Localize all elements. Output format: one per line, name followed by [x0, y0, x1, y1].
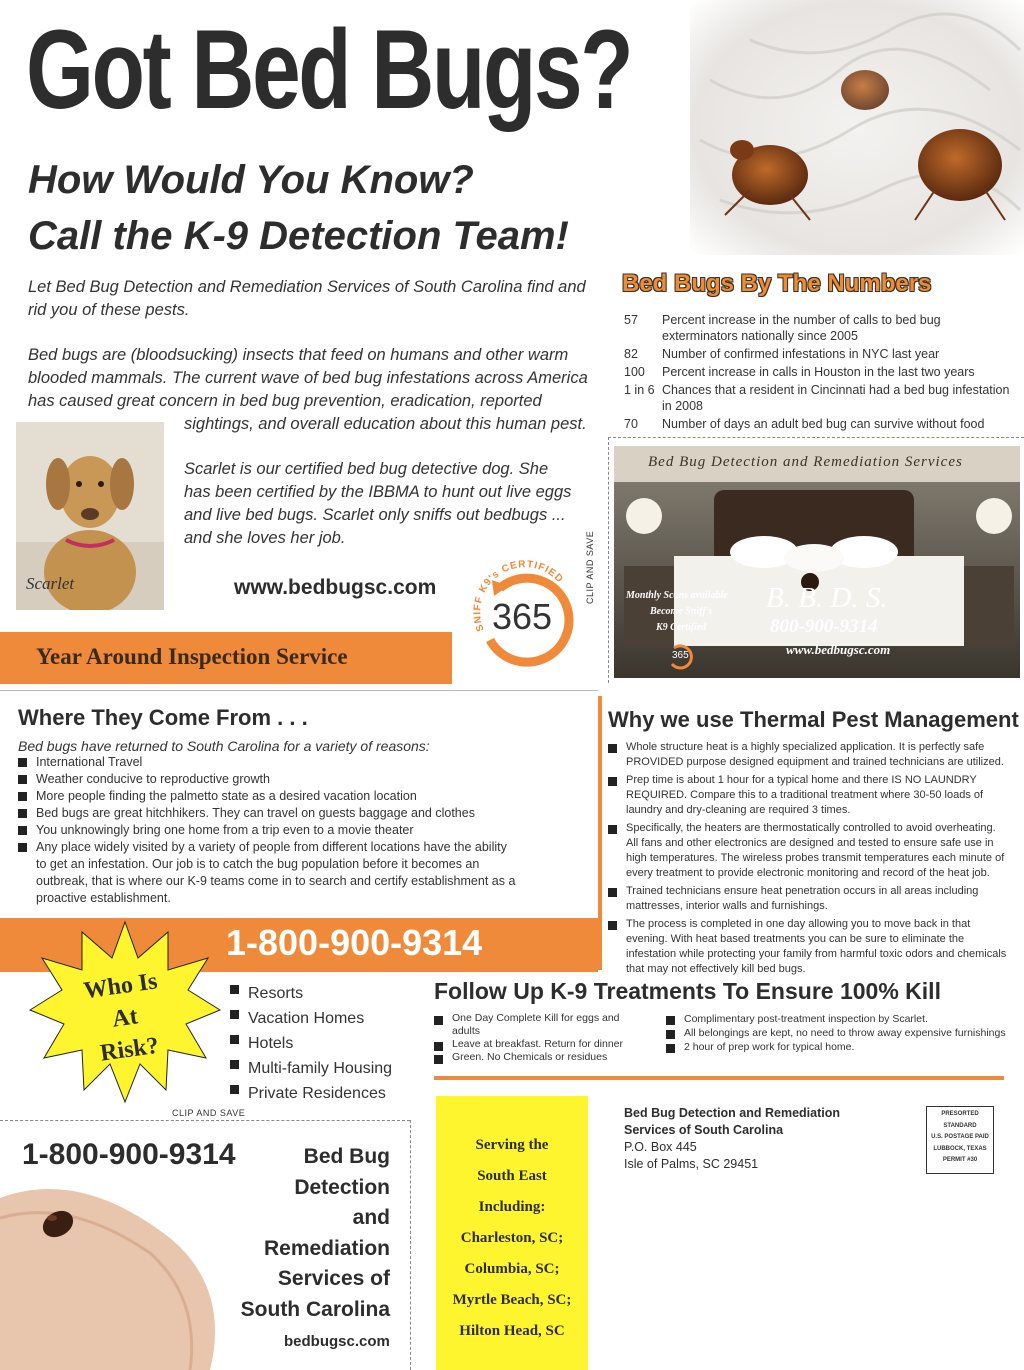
card-clip-label: CLIP AND SAVE	[172, 1108, 246, 1118]
thermal-list-item: The process is completed in one day allowing you to move back in that evening. With heat based treatments you can be sure to eliminate the infestation while protecting your family from harmful toxic odors and chemicals that may not effectively kill bed bugs.	[608, 917, 1008, 977]
coupon-initials: B. B. D. S.	[766, 582, 888, 614]
where-heading: Where They Come From . . .	[18, 705, 308, 730]
year-around-banner	[0, 632, 452, 684]
coupon-365-badge	[666, 642, 696, 670]
postage-line: U.S. POSTAGE PAID	[931, 1134, 989, 1140]
serving-line: Columbia, SC;	[464, 1261, 560, 1277]
card-cut-line-top	[0, 1120, 410, 1121]
followup-item: Complimentary post-treatment inspection by Scarlet.	[666, 1012, 1016, 1026]
numbers-table	[624, 312, 1014, 434]
section-divider	[0, 690, 598, 691]
numbers-value: 100	[624, 365, 645, 379]
serving-line: Charleston, SC;	[460, 1230, 564, 1246]
where-list	[18, 754, 518, 907]
where-list-item: Bed bugs are great hitchhikers. They can travel on guests baggage and clothes	[18, 805, 518, 822]
mailer-address	[624, 1105, 840, 1173]
where-intro: Bed bugs have returned to South Carolina for a variety of reasons:	[18, 738, 430, 754]
followup-right-list	[666, 1012, 1016, 1054]
thermal-list-item: Prep time is about 1 hour for a typical home and there IS NO LAUNDRY REQUIRED. Compare this to a traditional treatment where 30-50 loads of laundry and dry-cleaning are required 3 times.	[608, 773, 1008, 818]
badge-365-number: 365	[492, 596, 553, 637]
followup-item: 2 hour of prep work for typical home.	[666, 1040, 1016, 1054]
scarlet-paragraph: Scarlet is our certified bed bug detective dog. She has been certified by the IBBMA to hunt out live eggs and live bed bugs. Scarlet only sniffs out bedbugs ... and she loves her job.	[184, 460, 572, 547]
mailer-name-2: Services of South Carolina	[624, 1123, 784, 1137]
numbers-value: 1 in 6	[624, 383, 655, 397]
coupon-script-title: Bed Bug Detection and Remediation Services	[648, 454, 963, 470]
card-name-line-2: Detection	[294, 1175, 390, 1199]
numbers-description: Percent increase in the number of calls to bed bug exterminators nationally since 2005	[662, 313, 941, 343]
bed-bug-finger-photo	[0, 1178, 220, 1370]
followup-item: Green. No Chemicals or residues	[434, 1051, 644, 1064]
coupon-phone: 800-900-9314	[770, 616, 878, 637]
thermal-list-item: Trained technicians ensure heat penetration occurs in all areas including mattresses, interior walls and furnishings.	[608, 884, 1008, 914]
card-website[interactable]: bedbugsc.com	[284, 1333, 390, 1350]
followup-rule	[434, 1076, 1004, 1080]
risk-list	[230, 981, 430, 1106]
coupon-certified: K9 Certified	[656, 622, 707, 633]
card-name-line-1: Bed Bug	[303, 1145, 390, 1168]
coupon-clip-label: CLIP AND SAVE	[585, 530, 595, 604]
serving-box	[436, 1096, 588, 1370]
postage-line: PRESORTED	[941, 1111, 979, 1117]
starburst-line-2: At	[110, 1003, 140, 1033]
numbers-description: Percent increase in calls in Houston in the last two years	[662, 365, 975, 379]
card-company-name	[200, 1142, 390, 1325]
card-name-line-6: South Carolina	[240, 1297, 390, 1321]
phone-banner-number[interactable]: 1-800-900-9314	[226, 922, 483, 963]
followup-item: Leave at breakfast. Return for dinner	[434, 1038, 644, 1051]
coupon-monthly: Monthly Scans available	[626, 590, 728, 601]
serving-line: Including:	[478, 1199, 546, 1215]
numbers-description: Number of confirmed infestations in NYC last year	[662, 347, 940, 361]
followup-item: All belongings are kept, no need to throw away expensive furnishings	[666, 1026, 1016, 1040]
serving-lines	[436, 1130, 588, 1347]
where-list-item: Weather conducive to reproductive growth	[18, 771, 518, 788]
followup-left-list	[434, 1012, 644, 1064]
where-list-item: International Travel	[18, 754, 518, 771]
risk-list-item: Private Residences	[230, 1081, 430, 1106]
intro-paragraph-1: Let Bed Bug Detection and Remediation Services of South Carolina find and rid you of these pests.	[28, 278, 586, 319]
page-title: Got Bed Bugs?	[26, 7, 632, 132]
risk-list-item: Hotels	[230, 1031, 430, 1056]
card-name-line-5: Services of	[277, 1267, 390, 1290]
badge-arc-text: SNIFF K9's CERTIFIED	[472, 560, 566, 633]
numbers-row	[624, 364, 1014, 382]
coupon-bedroom-photo[interactable]	[614, 446, 1020, 678]
thermal-list-item: Whole structure heat is a highly specialized application. It is perfectly safe PROVIDED purpose designed equipment and trained technicians are utilized.	[608, 740, 1008, 770]
intro-paragraph-2: Bed bugs are (bloodsucking) insects that feed on humans and other warm blooded mammals. The current wave of bed bug infestations across America has caused great concern in bed bug prevention, eradication, reported	[28, 346, 588, 410]
coupon-website: www.bedbugsc.com	[786, 642, 891, 657]
serving-line: Serving the	[475, 1137, 549, 1153]
followup-item: One Day Complete Kill for eggs and adults	[434, 1012, 644, 1038]
year-around-text: Year Around Inspection Service	[36, 644, 348, 669]
mailer-name-1: Bed Bug Detection and Remediation	[624, 1106, 840, 1120]
coupon-365-text: 365	[672, 650, 689, 661]
thermal-heading: Why we use Thermal Pest Management	[608, 707, 1019, 732]
numbers-value: 70	[624, 417, 638, 431]
serving-line: South East	[477, 1168, 547, 1184]
orange-vertical-rule	[598, 696, 602, 970]
card-name-line-4: Remediation	[263, 1236, 390, 1260]
starburst-line-1: Who Is	[82, 968, 160, 1005]
scarlet-dog-photo	[16, 422, 164, 610]
risk-list-item: Resorts	[230, 981, 430, 1006]
where-list-item: You unknowingly bring one home from a trip even to a movie theater	[18, 822, 518, 839]
numbers-value: 82	[624, 347, 638, 361]
card-phone[interactable]: 1-800-900-9314	[22, 1138, 236, 1171]
numbers-description: Chances that a resident in Cincinnati had a bed bug infestation in 2008	[662, 383, 1010, 413]
followup-heading: Follow Up K-9 Treatments To Ensure 100% Kill	[434, 978, 941, 1004]
intro-paragraph-2-end: sightings, and overall education about this human pest.	[184, 415, 587, 433]
card-cut-line-right	[410, 1120, 411, 1370]
numbers-row	[624, 416, 1014, 434]
coupon-cut-line-top	[608, 437, 1024, 438]
365-certified-badge	[470, 560, 580, 670]
coupon-cut-line-left	[608, 437, 609, 683]
website-link[interactable]: www.bedbugsc.com	[234, 576, 437, 599]
numbers-value: 57	[624, 313, 638, 327]
numbers-row	[624, 312, 1014, 346]
numbers-description: Number of days an adult bed bug can survive without food	[662, 417, 985, 431]
thermal-list-item: Specifically, the heaters are thermostatically controlled to avoid overheating. All fans and other electronics are designed and tested to ensure safe use in high temperatures. The wireless probes transmit temperatures each minute of every treatment to provide electronic monitoring and record of the heat job.	[608, 821, 1008, 881]
postage-line: LUBBOCK, TEXAS	[933, 1145, 987, 1152]
numbers-row	[624, 346, 1014, 364]
subtitle-call-team: Call the K-9 Detection Team!	[28, 214, 569, 258]
numbers-heading: Bed Bugs By The Numbers	[622, 270, 932, 297]
who-is-at-risk-starburst	[28, 918, 222, 1104]
serving-line: Hilton Head, SC	[459, 1323, 565, 1339]
mailer-address-1: P.O. Box 445	[624, 1140, 697, 1154]
postage-line: PERMIT #30	[942, 1157, 978, 1163]
risk-list-item: Vacation Homes	[230, 1006, 430, 1031]
thermal-list	[608, 740, 1008, 980]
card-name-line-3: and	[352, 1206, 390, 1229]
subtitle-how-know: How Would You Know?	[28, 158, 474, 202]
postage-indicia	[926, 1106, 994, 1174]
starburst-line-3: Risk?	[98, 1032, 161, 1067]
where-list-item: More people finding the palmetto state as a desired vacation location	[18, 788, 518, 805]
mailer-address-2: Isle of Palms, SC 29451	[624, 1157, 759, 1171]
where-list-item: Any place widely visited by a variety of people from different locations have the ability to get an infestation. Our job is to catch the bug population before it becomes an outbreak, that is where our K-9 teams come in to search and certify establishment as a proactive establishment.	[18, 839, 518, 907]
postage-line: STANDARD	[943, 1122, 977, 1129]
bed-bugs-fabric-photo	[690, 0, 1024, 255]
dog-name-caption: Scarlet	[26, 574, 75, 593]
serving-line: Myrtle Beach, SC;	[452, 1292, 572, 1308]
numbers-row	[624, 382, 1014, 416]
risk-list-item: Multi-family Housing	[230, 1056, 430, 1081]
coupon-become: Become Sniff's	[650, 606, 713, 617]
